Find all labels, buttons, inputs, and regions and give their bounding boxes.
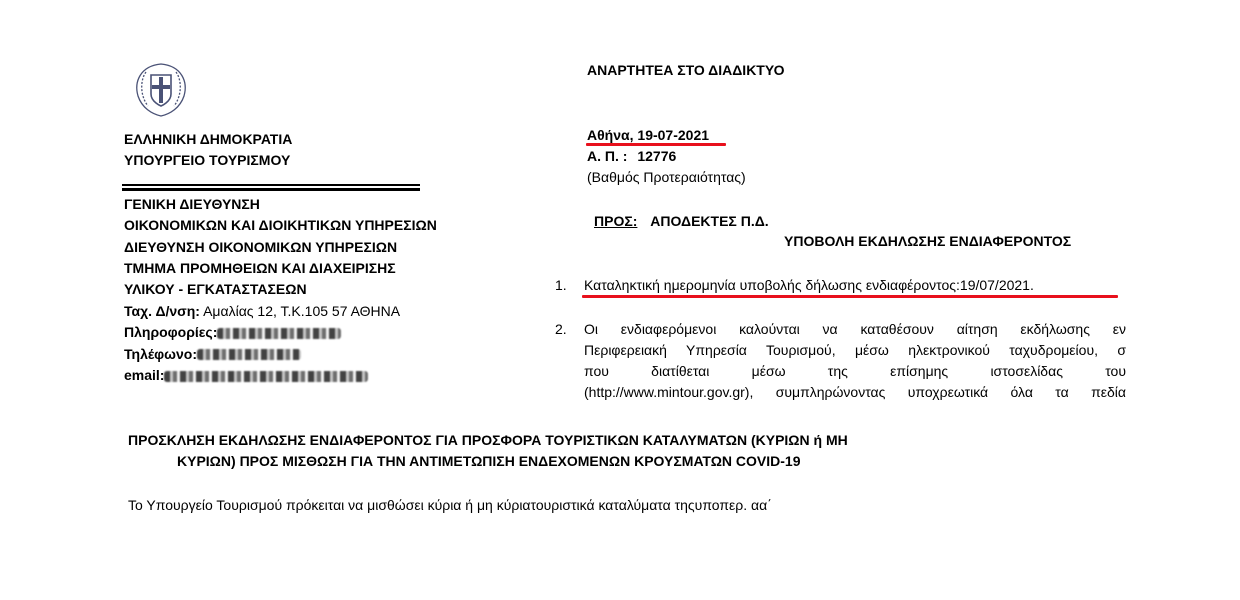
redacted-info [217, 328, 341, 339]
redacted-email [164, 371, 368, 382]
posting-notice: ΑΝΑΡΤΗΤΕΑ ΣΤΟ ΔΙΑΔΙΚΤΥΟ [587, 62, 785, 78]
issuer-ministry: ΥΠΟΥΡΓΕΙΟ ΤΟΥΡΙΣΜΟΥ [124, 152, 291, 168]
contact-block [124, 301, 400, 386]
list-item-2-line: Περιφερειακή Υπηρεσία Τουρισμού, μέσω ηλεκτρονικού ταχυδρομείου, σ [584, 342, 1126, 358]
protocol-row [587, 146, 676, 167]
redacted-phone [197, 349, 301, 360]
list-number-1: 1. [555, 277, 567, 293]
department-line: ΤΜΗΜΑ ΠΡΟΜΗΘΕΙΩΝ ΚΑΙ ΔΙΑΧΕΙΡΙΣΗΣ [124, 259, 396, 276]
department-line: ΔΙΕΥΘΥΝΣΗ ΟΙΚΟΝΟΜΙΚΩΝ ΥΠΗΡΕΣΙΩΝ [124, 238, 398, 255]
phone-label: Τηλέφωνο: [124, 345, 198, 362]
body-paragraph: Το Υπουργείο Τουρισμού πρόκειται να μισθώσει κύρια ή μη κύριατουριστικά καταλύματα τηςυποπερ. αα΄ [128, 497, 772, 513]
recipient-label: ΠΡΟΣ: [594, 213, 638, 229]
greek-coat-of-arms-icon [126, 60, 196, 118]
info-row [124, 322, 400, 343]
document-title-line-2: ΚΥΡΙΩΝ) ΠΡΟΣ ΜΙΣΘΩΣΗ ΓΙΑ ΤΗΝ ΑΝΤΙΜΕΤΩΠΙΣΗ ΕΝΔΕΧΟΜΕΝΩΝ ΚΡΟΥΣΜΑΤΩΝ COVID-19 [177, 453, 801, 469]
department-line: ΓΕΝΙΚΗ ΔΙΕΥΘΥΝΣΗ [124, 196, 260, 212]
address-row [124, 301, 400, 322]
address-value: Αμαλίας 12, Τ.Κ.105 57 ΑΘΗΝΑ [203, 303, 401, 319]
document-date: Αθήνα, 19-07-2021 [587, 127, 710, 143]
list-item-2-line: (http://www.mintour.gov.gr), συμπληρώνοντας υποχρεωτικά όλα τα πεδία [584, 384, 1126, 400]
email-row [124, 365, 400, 386]
list-item-1-text: Καταληκτική ημερομηνία υποβολής δήλωσης ενδιαφέροντος:19/07/2021. [584, 277, 1034, 293]
double-rule-bottom [122, 188, 420, 191]
priority-degree: (Βαθμός Προτεραιότητας) [587, 169, 746, 185]
address-label: Ταχ. Δ/νση: [124, 303, 200, 319]
list-item-2-line: Οι ενδιαφερόμενοι καλούνται να καταθέσουν αίτηση εκδήλωσης εν [584, 321, 1126, 337]
recipient-value: ΑΠΟΔΕΚΤΕΣ Π.Δ. [650, 213, 769, 229]
subject: ΥΠΟΒΟΛΗ ΕΚΔΗΛΩΣΗΣ ΕΝΔΙΑΦΕΡΟΝΤΟΣ [784, 233, 1072, 249]
list-item-2-line: που διατίθεται μέσω της επίσημης ιστοσελίδας του [584, 363, 1126, 379]
issuer-country: ΕΛΛΗΝΙΚΗ ΔΗΜΟΚΡΑΤΙΑ [124, 131, 293, 147]
double-rule-top [122, 184, 420, 186]
department-block [124, 194, 437, 300]
email-label: email: [124, 366, 165, 383]
info-label: Πληροφορίες: [124, 324, 218, 341]
protocol-label: Α. Π. : [587, 148, 628, 164]
protocol-number: 12776 [637, 148, 677, 164]
department-line: ΥΛΙΚΟΥ - ΕΓΚΑΤΑΣΤΑΣΕΩΝ [124, 281, 307, 298]
department-line: ΟΙΚΟΝΟΜΙΚΩΝ ΚΑΙ ΔΙΟΙΚΗΤΙΚΩΝ ΥΠΗΡΕΣΙΩΝ [124, 217, 437, 234]
document-title-line-1: ΠΡΟΣΚΛΗΣΗ ΕΚΔΗΛΩΣΗΣ ΕΝΔΙΑΦΕΡΟΝΤΟΣ ΓΙΑ ΠΡΟΣΦΟΡΑ ΤΟΥΡΙΣΤΙΚΩΝ ΚΑΤΑΛΥΜΑΤΩΝ (ΚΥΡΙΩΝ ή ΜΗ [128, 432, 848, 448]
list-number-2: 2. [555, 321, 567, 337]
list-item-2-text [584, 319, 1126, 403]
deadline-red-underline [582, 295, 1118, 298]
phone-row [124, 344, 400, 365]
recipient-row [594, 211, 769, 232]
